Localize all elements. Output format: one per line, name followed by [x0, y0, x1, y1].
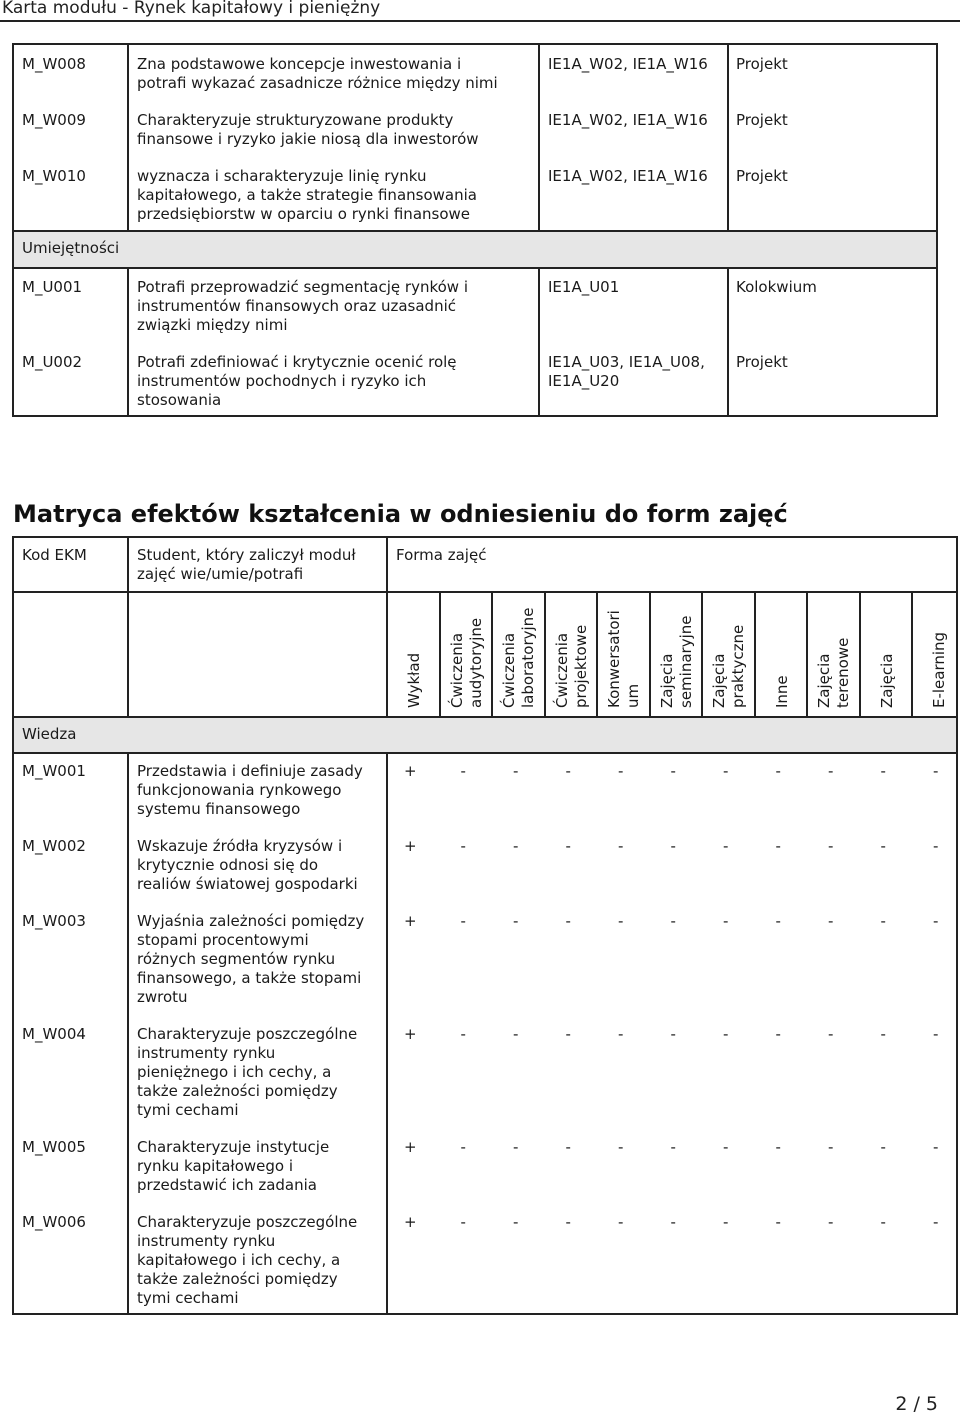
form-mark: -: [565, 837, 571, 855]
outcome-code: M_W009: [22, 111, 86, 129]
matrix-row-description: także zależności pomiędzy: [137, 1082, 338, 1100]
form-header-line: projektowe: [571, 624, 590, 708]
matrix-row-description: także zależności pomiędzy: [137, 1270, 338, 1288]
matrix-row-description: pieniężnego i ich cechy, a: [137, 1063, 332, 1081]
outcome-description: potrafi wykazać zasadnicze różnice między nimi: [137, 74, 498, 92]
form-mark: -: [460, 912, 466, 930]
form-header: [756, 590, 809, 708]
outcome-method: Kolokwium: [736, 278, 817, 296]
header-divider: [0, 20, 960, 22]
matrix-row-description: Charakteryzuje instytucje: [137, 1138, 330, 1156]
column-divider: [127, 43, 129, 230]
form-mark: -: [513, 1138, 519, 1156]
form-header-line: Zajęcia: [710, 653, 729, 708]
form-header-line: audytoryjne: [466, 617, 485, 708]
form-header: [808, 590, 861, 708]
matrix-row-description: systemu finansowego: [137, 800, 301, 818]
form-mark: -: [933, 837, 939, 855]
form-mark: -: [565, 1213, 571, 1231]
col-header-student: Student, który zaliczył moduł: [137, 546, 356, 564]
form-header-line: seminaryjne: [676, 615, 695, 708]
form-mark: -: [618, 912, 624, 930]
form-mark: -: [933, 912, 939, 930]
matrix-row-description: krytycznie odnosi się do: [137, 856, 319, 874]
column-divider: [727, 43, 729, 230]
form-mark: -: [513, 1213, 519, 1231]
form-mark: -: [775, 1025, 781, 1043]
matrix-row-code: M_W005: [22, 1138, 86, 1156]
matrix-row-description: Charakteryzuje poszczególne: [137, 1213, 358, 1231]
form-mark: -: [933, 1213, 939, 1231]
column-divider: [386, 752, 388, 1315]
form-header-line: um: [624, 683, 643, 708]
form-mark: +: [404, 1138, 417, 1156]
form-mark: -: [828, 837, 834, 855]
form-mark: -: [460, 837, 466, 855]
outcome-description: kapitałowego, a także strategie finansowania: [137, 186, 477, 204]
form-mark: -: [670, 1138, 676, 1156]
form-header: [913, 590, 960, 708]
form-mark: -: [670, 1213, 676, 1231]
form-mark: -: [618, 1213, 624, 1231]
row-divider: [12, 752, 958, 754]
form-header-line: laboratoryjne: [519, 607, 538, 708]
form-mark: -: [723, 912, 729, 930]
form-header-line: Wykład: [404, 652, 423, 708]
form-header-line: Ćwiczenia: [447, 632, 466, 708]
matrix-row-description: funkcjonowania rynkowego: [137, 781, 342, 799]
form-mark: +: [404, 1025, 417, 1043]
form-header: [546, 590, 599, 708]
matrix-row-description: Wyjaśnia zależności pomiędzy: [137, 912, 365, 930]
outcome-description: Potrafi przeprowadzić segmentację rynków i: [137, 278, 468, 296]
matrix-row-description: tymi cechami: [137, 1289, 239, 1307]
form-header: [703, 590, 756, 708]
form-mark: -: [880, 1213, 886, 1231]
form-mark: -: [775, 912, 781, 930]
outcome-refs: IE1A_U20: [548, 372, 620, 390]
page-number: 2 / 5: [895, 1393, 938, 1415]
form-header: [441, 590, 494, 708]
matrix-row-description: finansowego, a także stopami: [137, 969, 362, 987]
form-mark: -: [723, 762, 729, 780]
row-divider: [12, 267, 938, 269]
matrix-row-description: Przedstawia i definiuje zasady: [137, 762, 363, 780]
form-mark: -: [880, 912, 886, 930]
outcome-description: instrumentów finansowych oraz uzasadnić: [137, 297, 456, 315]
form-mark: -: [565, 1138, 571, 1156]
form-mark: +: [404, 1213, 417, 1231]
matrix-row-description: tymi cechami: [137, 1101, 239, 1119]
form-mark: -: [933, 762, 939, 780]
matrix-row-code: M_W004: [22, 1025, 86, 1043]
outcome-refs: IE1A_W02, IE1A_W16: [548, 55, 708, 73]
form-mark: -: [670, 837, 676, 855]
form-header-line: terenowe: [834, 637, 853, 708]
form-mark: -: [933, 1025, 939, 1043]
outcome-refs: IE1A_W02, IE1A_W16: [548, 111, 708, 129]
form-header-line: praktyczne: [729, 624, 748, 708]
form-mark: -: [880, 1138, 886, 1156]
matrix-row-description: realiów światowej gospodarki: [137, 875, 358, 893]
col-header-code: Kod EKM: [22, 546, 87, 564]
outcome-description: stosowania: [137, 391, 222, 409]
form-header: [598, 590, 651, 708]
form-mark: -: [933, 1138, 939, 1156]
form-mark: -: [618, 762, 624, 780]
matrix-row-code: M_W006: [22, 1213, 86, 1231]
outcome-method: Projekt: [736, 55, 788, 73]
form-mark: -: [723, 1138, 729, 1156]
form-mark: -: [513, 912, 519, 930]
form-header: [861, 590, 914, 708]
form-header-line: Ćwiczenia: [552, 632, 571, 708]
matrix-row-description: stopami procentowymi: [137, 931, 309, 949]
outcome-description: instrumentów pochodnych i ryzyko ich: [137, 372, 427, 390]
form-mark: -: [670, 912, 676, 930]
form-header-line: Zajęcia: [877, 653, 896, 708]
matrix-row-description: Charakteryzuje poszczególne: [137, 1025, 358, 1043]
form-mark: -: [775, 1213, 781, 1231]
form-mark: -: [460, 1138, 466, 1156]
outcome-description: Charakteryzuje strukturyzowane produkty: [137, 111, 454, 129]
matrix-row-description: instrumenty rynku: [137, 1044, 276, 1062]
matrix-row-code: M_W001: [22, 762, 86, 780]
outcome-refs: IE1A_W02, IE1A_W16: [548, 167, 708, 185]
form-mark: -: [775, 1138, 781, 1156]
page-header-title: Karta modułu - Rynek kapitałowy i pieniężny: [2, 0, 381, 18]
matrix-row-description: przedstawić ich zadania: [137, 1176, 317, 1194]
form-mark: -: [828, 1025, 834, 1043]
outcome-method: Projekt: [736, 353, 788, 371]
row-divider: [12, 230, 938, 232]
form-header-line: Inne: [772, 675, 791, 708]
form-mark: -: [723, 1213, 729, 1231]
matrix-row-code: M_W002: [22, 837, 86, 855]
form-mark: -: [618, 1138, 624, 1156]
form-mark: -: [565, 1025, 571, 1043]
form-header-line: Zajęcia: [657, 653, 676, 708]
form-mark: -: [513, 837, 519, 855]
form-mark: -: [723, 837, 729, 855]
outcome-method: Projekt: [736, 167, 788, 185]
column-divider: [727, 267, 729, 417]
column-divider: [538, 267, 540, 417]
matrix-row-description: zwrotu: [137, 988, 188, 1006]
section-label-skills: Umiejętności: [22, 239, 120, 257]
form-mark: -: [618, 1025, 624, 1043]
outcome-code: M_W008: [22, 55, 86, 73]
form-header-line: E-learning: [929, 631, 948, 708]
outcome-refs: IE1A_U01: [548, 278, 620, 296]
form-mark: -: [828, 1213, 834, 1231]
matrix-row-description: Wskazuje źródła kryzysów i: [137, 837, 343, 855]
section-label-knowledge: Wiedza: [22, 725, 77, 743]
matrix-row-description: rynku kapitałowego i: [137, 1157, 293, 1175]
outcome-method: Projekt: [736, 111, 788, 129]
form-header-line: Ćwiczenia: [500, 632, 519, 708]
form-mark: -: [880, 1025, 886, 1043]
form-mark: +: [404, 762, 417, 780]
form-header-line: Konwersatori: [605, 610, 624, 708]
column-divider: [127, 536, 129, 716]
column-divider: [127, 752, 129, 1315]
section-bar: [14, 718, 956, 752]
outcome-code: M_U001: [22, 278, 83, 296]
form-mark: -: [670, 1025, 676, 1043]
outcome-description: Zna podstawowe koncepcje inwestowania i: [137, 55, 462, 73]
form-mark: -: [880, 837, 886, 855]
matrix-row-description: instrumenty rynku: [137, 1232, 276, 1250]
form-mark: -: [460, 1025, 466, 1043]
form-mark: -: [460, 762, 466, 780]
form-mark: -: [513, 1025, 519, 1043]
outcome-code: M_W010: [22, 167, 86, 185]
form-mark: -: [828, 912, 834, 930]
form-mark: -: [775, 762, 781, 780]
form-mark: -: [460, 1213, 466, 1231]
form-mark: -: [880, 762, 886, 780]
form-mark: -: [723, 1025, 729, 1043]
form-mark: -: [775, 837, 781, 855]
form-mark: -: [618, 837, 624, 855]
outcome-description: finansowe i ryzyko jakie niosą dla inwestorów: [137, 130, 479, 148]
outcome-description: Potrafi zdefiniować i krytycznie ocenić rolę: [137, 353, 457, 371]
matrix-row-description: kapitałowego i ich cechy, a: [137, 1251, 341, 1269]
form-mark: +: [404, 837, 417, 855]
outcome-code: M_U002: [22, 353, 83, 371]
form-mark: -: [565, 912, 571, 930]
form-mark: -: [565, 762, 571, 780]
outcome-refs: IE1A_U03, IE1A_U08,: [548, 353, 705, 371]
matrix-row-code: M_W003: [22, 912, 86, 930]
section-bar: [14, 230, 936, 267]
outcome-description: związki między nimi: [137, 316, 288, 334]
form-mark: -: [828, 762, 834, 780]
form-mark: -: [513, 762, 519, 780]
matrix-row-description: różnych segmentów rynku: [137, 950, 336, 968]
form-mark: -: [828, 1138, 834, 1156]
form-mark: +: [404, 912, 417, 930]
form-header: [651, 590, 704, 708]
column-divider: [127, 267, 129, 417]
form-header-line: Zajęcia: [815, 653, 834, 708]
column-divider: [538, 43, 540, 230]
outcome-description: wyznacza i scharakteryzuje linię rynku: [137, 167, 427, 185]
outcome-description: przedsiębiorstw w oparciu o rynki finansowe: [137, 205, 471, 223]
form-header: [493, 590, 546, 708]
col-header-student: zajęć wie/umie/potrafi: [137, 565, 304, 583]
form-mark: -: [670, 762, 676, 780]
col-header-forms: Forma zajęć: [396, 546, 487, 564]
form-header: [388, 590, 441, 708]
matrix-title: Matryca efektów kształcenia w odniesieniu do form zajęć: [13, 500, 788, 528]
